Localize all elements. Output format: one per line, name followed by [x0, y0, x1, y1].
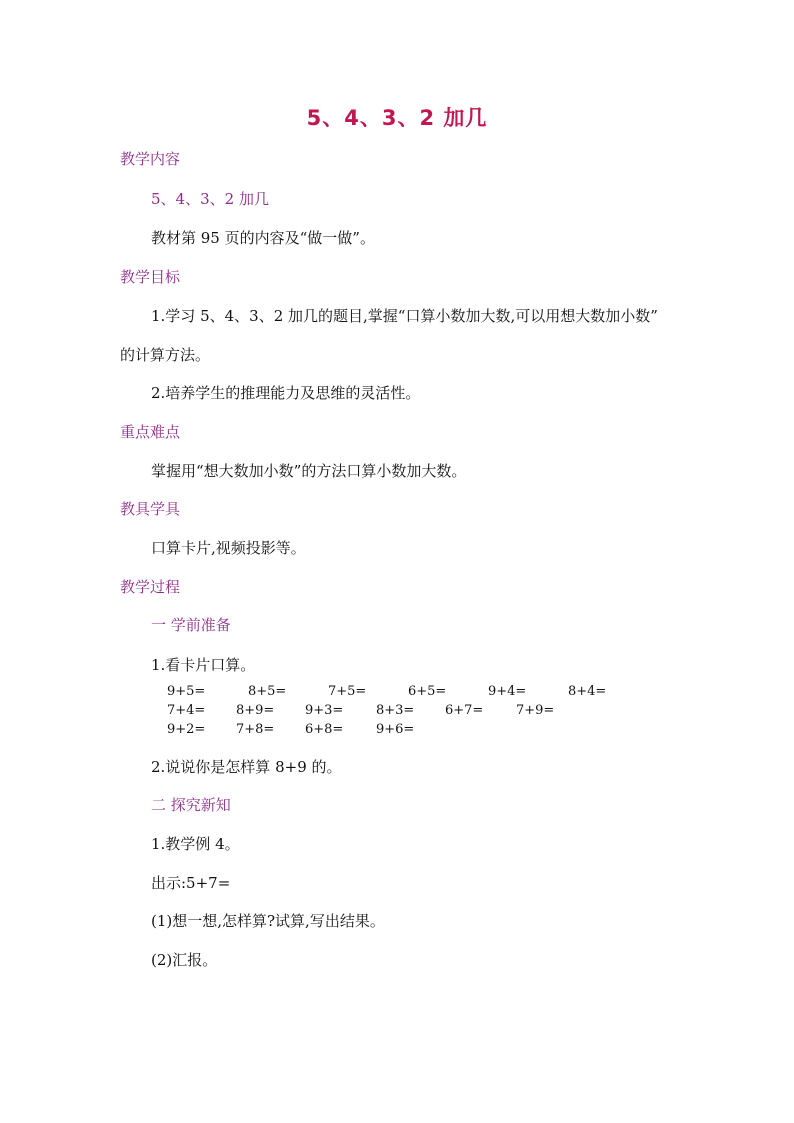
heading-teaching-process: 教学过程: [120, 578, 181, 596]
equation: 9+5=: [167, 684, 206, 699]
part-2-item-1: 1.教学例 4。: [151, 835, 240, 853]
equation: 7+4=: [167, 703, 206, 718]
equation: 8+4=: [568, 684, 607, 699]
part-1-heading: 一 学前准备: [151, 616, 231, 634]
equation: 8+9=: [236, 703, 275, 718]
equation: 9+6=: [376, 722, 415, 737]
goal-item-1-line-1: 1.学习 5、4、3、2 加几的题目,掌握“口算小数加大数,可以用想大数加小数”: [151, 307, 658, 325]
part-2-show: 出示:5+7=: [151, 874, 231, 892]
part-1-item-1: 1.看卡片口算。: [151, 656, 256, 674]
heading-teaching-goals: 教学目标: [120, 268, 181, 286]
content-subtitle: 5、4、3、2 加几: [151, 190, 269, 208]
heading-key-points: 重点难点: [120, 423, 181, 441]
equation: 8+5=: [248, 684, 287, 699]
equation: 6+7=: [445, 703, 484, 718]
part-2-heading: 二 探究新知: [151, 796, 231, 814]
goal-item-2: 2.培养学生的推理能力及思维的灵活性。: [151, 384, 421, 402]
equation: 6+8=: [305, 722, 344, 737]
page-title: 5、4、3、2 加几: [306, 106, 488, 130]
heading-teaching-content: 教学内容: [120, 150, 181, 168]
equation: 9+4=: [488, 684, 527, 699]
tools-text: 口算卡片,视频投影等。: [151, 539, 306, 557]
equation: 7+5=: [328, 684, 367, 699]
equation: 6+5=: [408, 684, 447, 699]
equation: 8+3=: [376, 703, 415, 718]
part-2-step-2: (2)汇报。: [151, 951, 218, 969]
part-2-step-1: (1)想一想,怎样算?试算,写出结果。: [151, 912, 385, 930]
part-1-item-2: 2.说说你是怎样算 8+9 的。: [151, 758, 342, 776]
equation: 9+3=: [305, 703, 344, 718]
heading-teaching-tools: 教具学具: [120, 500, 181, 518]
content-text: 教材第 95 页的内容及“做一做”。: [151, 229, 375, 247]
equation: 7+8=: [236, 722, 275, 737]
equation: 9+2=: [167, 722, 206, 737]
goal-item-1-line-2: 的计算方法。: [120, 346, 211, 364]
key-points-text: 掌握用“想大数加小数”的方法口算小数加大数。: [151, 462, 467, 480]
equation: 7+9=: [516, 703, 555, 718]
